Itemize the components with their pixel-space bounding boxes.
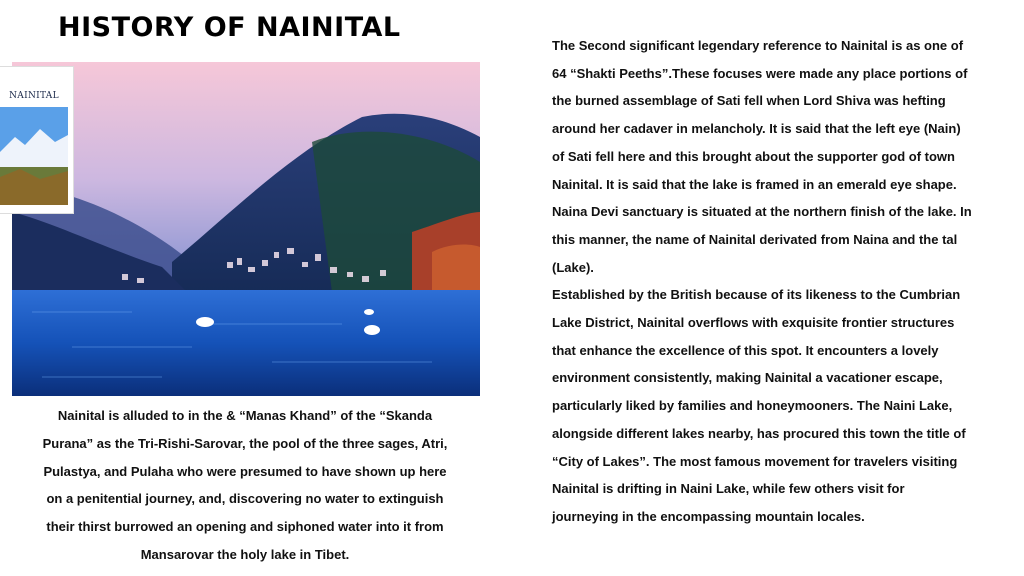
paragraph-british-establishment: Established by the British because of its likeness to the Cumbrian Lake District, Nainital overflows with exquisite frontier structures that enhance the excellence of this spot. It encounters a lovely environment consistently, making Nainital a vacationer escape, particularly liked by families and honeymooners. The Naini Lake, alongside different lakes nearby, has procured this town the title of “City of Lakes”. The most famous movement for travelers visiting Nainital is drifting in Naini Lake, while few others visit for journeying in the encompassing mountain locales. bbox=[552, 287, 966, 524]
thumbnail-image bbox=[0, 107, 68, 205]
page-title: HISTORY OF NAINITAL bbox=[58, 12, 401, 43]
caption-text: Nainital is alluded to in the & “Manas Khand” of the “Skanda Purana” as the Tri-Rishi-Sarovar, the pool of the three sages, Atri, Pulastya, and Pulaha who were presumed to have shown up here on a penitential journey, and, discovering no water to extinguish their thirst burrowed an opening and siphoned water into it from Mansarovar the holy lake in Tibet. bbox=[42, 408, 448, 562]
nainital-thumbnail bbox=[0, 67, 73, 213]
thumbnail-label: NAINITAL bbox=[9, 91, 59, 101]
paragraph-shakti-peeth: The Second significant legendary reference to Nainital is as one of 64 “Shakti Peeths”.These focuses were made any place portions of the burned assemblage of Sati fell when Lord Shiva was hefting around her cadaver in melancholy. It is said that the left eye (Nain) of Sati fell here and this brought about the supporter god of town Nainital. It is said that the lake is framed in an emerald eye shape. Naina Devi sanctuary is situated at the northern finish of the lake. In this manner, the name of Nainital derivated from Naina and the tal (Lake). bbox=[552, 38, 972, 275]
history-text bbox=[552, 32, 972, 531]
nainital-lake-photo bbox=[12, 62, 480, 396]
